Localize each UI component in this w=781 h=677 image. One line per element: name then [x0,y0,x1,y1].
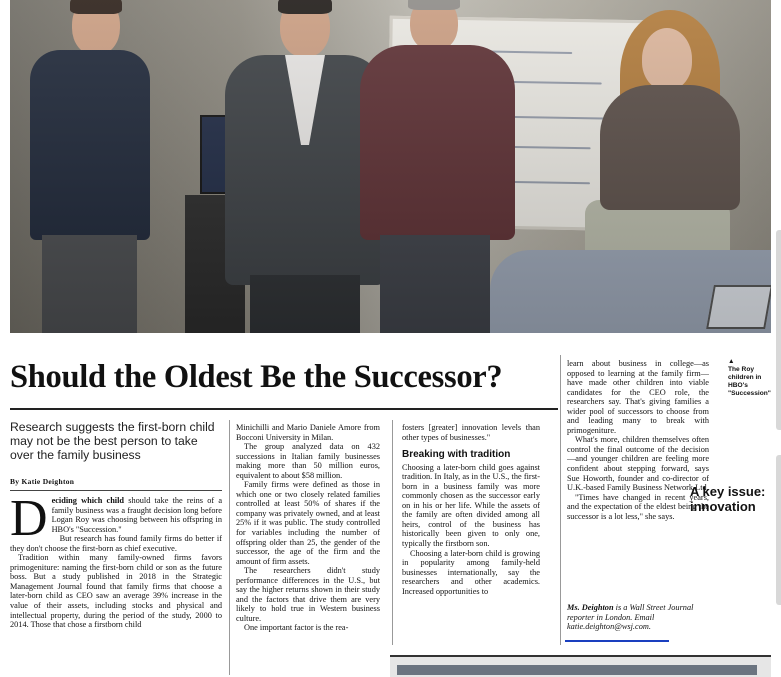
byline: By Katie Deighton [10,477,75,486]
paragraph: Choosing a later-born child is growing in popularity among family-held businesses internationally, say the researchers and other academics. Increased opportunities to [402,548,540,596]
paragraph: One important factor is the rea- [244,623,349,633]
paragraph: Family firms were defined as those in which one or two closely related families controlled at least 50% of shares if the company was privately owned, and at least 25% if it was public. The study controlled for variables including the number of offspring older than 25, the gender of the successor, the age of the firm and the amount of firm assets. [236,480,380,566]
headline-rule [10,408,558,410]
column-divider [560,355,561,645]
caption-arrow-icon: ▲ [728,358,735,365]
article-photo [10,0,771,333]
article-column-2 [236,423,380,675]
paragraph: Choosing a later-born child goes against tradition. In Italy, as in the U.S., the first-born in a business family was more commonly chosen as the successor early on in his or her life. While the assets of the family are often divided among all heirs, control of the business has historically been given to only one, typically the firstborn son. [402,462,540,549]
paragraph: What's more, children themselves often control the final outcome of the decision—and younger children are feeling more confident about stepping forward, says Sue Howorth, founder and co-director of U.K.-based Family Business Network Ltd. [567,435,709,493]
paragraph: But research has found family firms do better if they don't choose the first-born as chief executive. [10,534,222,553]
lead-in: eciding which child [51,496,125,505]
author-email-link[interactable]: katie.deighton@wsj.com. [567,622,651,631]
page-edge-tab [776,455,781,605]
headline: Should the Oldest Be the Successor? [10,359,503,395]
author-name: Ms. Deighton [567,603,614,612]
article-column-1 [10,496,222,675]
next-article-photo [397,665,757,675]
paragraph: Minichilli and Mario Daniele Amore from Bocconi University in Milan. [236,423,380,442]
pull-quote: A key issue: innovation [690,484,766,514]
column-divider [392,420,393,645]
page-edge-tab [776,230,781,430]
paragraph: The researchers didn't study performance differences in the U.S., but say the higher returns shown in their study and the factors that drive them are very likely to hold true in Western business culture. [236,566,380,623]
paragraph: The group analyzed data on 432 successions in Italian family businesses making more than 50 million euros, equivalent to about $58 million. [236,442,380,480]
email-link-underline [565,640,669,642]
byline-rule [10,490,222,491]
column-divider [229,420,230,675]
drop-cap: D [10,496,48,547]
paragraph: "Times have changed in recent years, and the expectation of the eldest being the successor is a lot less," she says. [567,492,709,521]
subhead: Breaking with tradition [402,449,511,461]
article-column-3 [402,423,540,641]
paragraph: should take the reins of a family business was a fraught decision long before Logan Roy was choosing between his offspring in HBO's "Succession." [51,496,222,534]
paragraph: Tradition within many family-owned firms favors primogeniture: naming the first-born child or son as the future boss. But a study published in 2018 in the Strategic Management Journal found that family firms that choose a later-born child as CEO saw an average 39% increase in the value of their assets, including stocks and physical and intellectual property, during the period of the study, 2000 to 2014. Those that chose a firstborn child [10,553,222,630]
caption-text: The Roy children in HBO's "Succession" [728,366,771,397]
paragraph: learn about business in college—as opposed to learning at the family firm—have made other children into viable candidates for the CEO role, the researchers say. That's giving families a wider pool of successors to choose from and leading many to break with primogeniture. [567,359,709,435]
paragraph: fosters [greater] innovation levels than other types of businesses." [402,423,540,442]
author-note-text: is a Wall Street Journal reporter in London. Email [567,603,694,622]
photo-caption [728,358,771,398]
author-note [567,603,709,632]
deck: Research suggests the first-born child may not be the best person to take over the family business [10,420,215,462]
article-column-4 [567,359,709,641]
